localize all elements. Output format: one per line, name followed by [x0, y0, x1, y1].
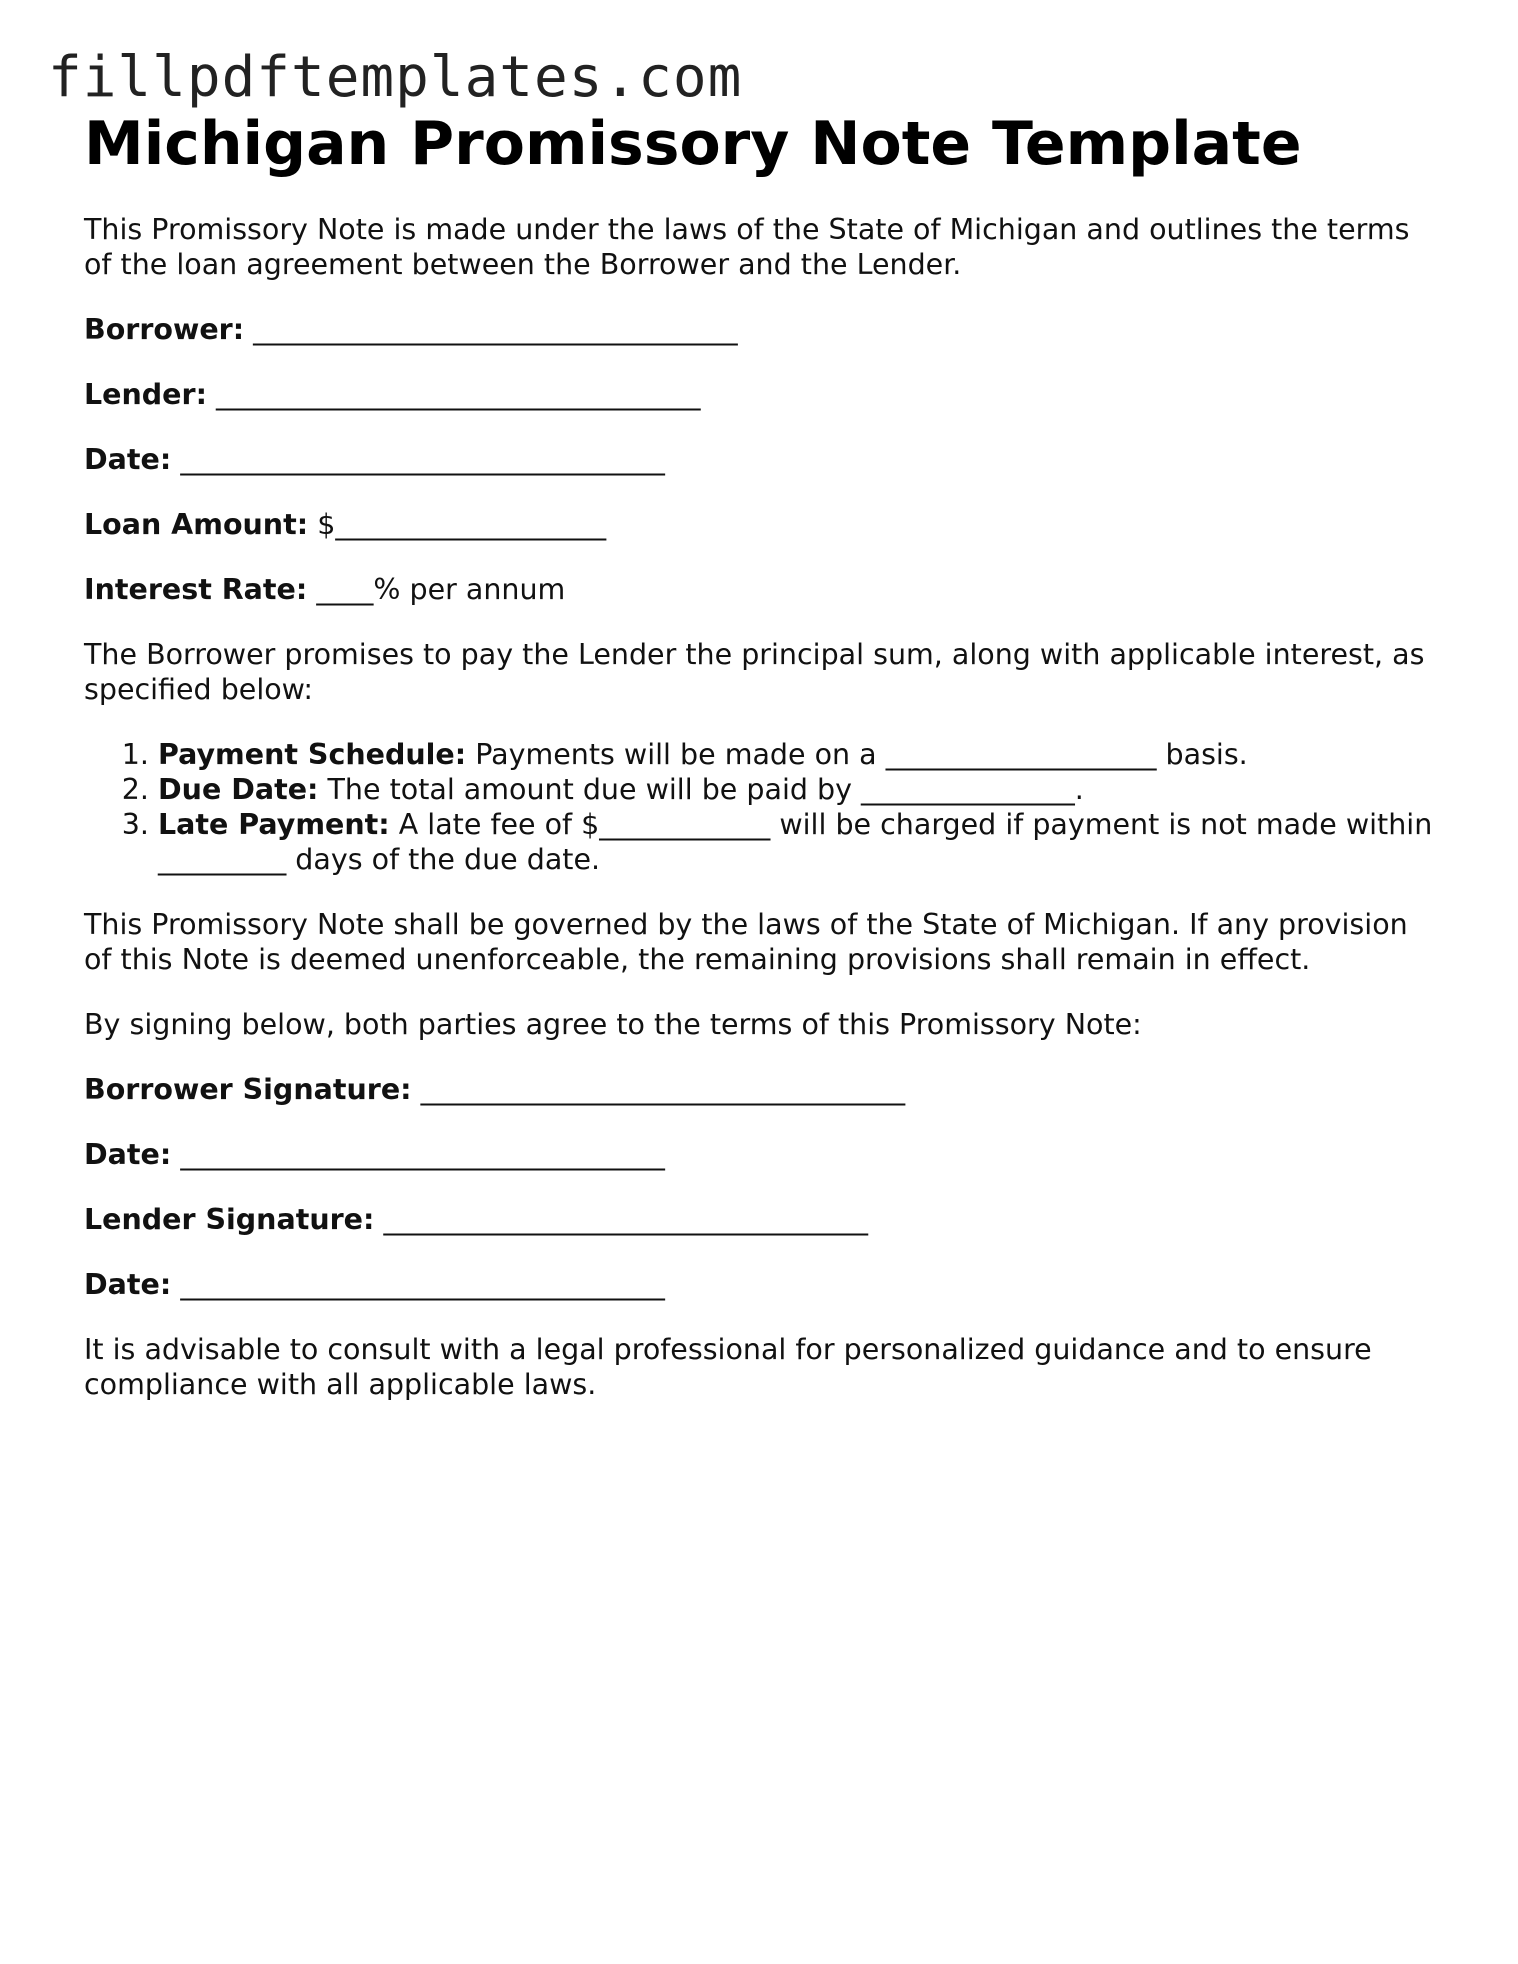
date-label: Date: [84, 443, 172, 476]
lender-date-field[interactable] [84, 1267, 1434, 1302]
term-label: Late Payment: [158, 808, 390, 841]
borrower-signature-blank[interactable]: __________________________________ [420, 1073, 906, 1106]
term-text[interactable]: A late fee of $____________ will be charged if payment is not made within _________ days of the due date. [158, 808, 1433, 876]
governing-paragraph: This Promissory Note shall be governed by the laws of the State of Michigan. If any provision of this Note is deemed unenforceable, the remaining provisions shall remain in effect. [84, 908, 1408, 976]
term-label: Payment Schedule: [158, 738, 467, 771]
document-body [84, 104, 1434, 1432]
term-text[interactable]: The total amount due will be paid by _______________. [327, 773, 1084, 806]
intro-paragraph: This Promissory Note is made under the laws of the State of Michigan and outlines the terms of the loan agreement between the Borrower and the Lender. [84, 213, 1410, 281]
list-item [158, 772, 1434, 807]
loan-amount-label: Loan Amount: [84, 508, 309, 541]
loan-amount-blank[interactable]: $___________________ [317, 508, 607, 541]
lender-signature-field[interactable] [84, 1202, 1434, 1237]
borrower-signature-field[interactable] [84, 1072, 1434, 1107]
date-field[interactable] [84, 442, 1434, 477]
site-watermark: fillpdftemplates.com [48, 45, 743, 110]
lender-date-blank[interactable]: __________________________________ [180, 1268, 665, 1301]
borrower-label: Borrower: [84, 313, 245, 346]
date-blank[interactable]: __________________________________ [180, 443, 665, 476]
interest-rate-label: Interest Rate: [84, 573, 308, 606]
borrower-date-field[interactable] [84, 1137, 1434, 1172]
list-item [158, 737, 1434, 772]
lender-signature-blank[interactable]: __________________________________ [383, 1203, 868, 1236]
lender-blank[interactable]: __________________________________ [216, 378, 701, 411]
list-item [158, 807, 1434, 877]
interest-rate-field[interactable] [84, 572, 1434, 607]
borrower-date-label: Date: [84, 1138, 172, 1171]
lender-date-label: Date: [84, 1268, 172, 1301]
advice-paragraph: It is advisable to consult with a legal professional for personalized guidance and to ensure compliance with all applicable laws. [84, 1333, 1372, 1401]
lender-signature-label: Lender Signature: [84, 1203, 375, 1236]
borrower-field[interactable] [84, 312, 1434, 347]
loan-amount-field[interactable] [84, 507, 1434, 542]
terms-list [84, 737, 1434, 877]
lender-field[interactable] [84, 377, 1434, 412]
term-text[interactable]: Payments will be made on a ___________________ basis. [475, 738, 1248, 771]
lender-label: Lender: [84, 378, 207, 411]
borrower-date-blank[interactable]: __________________________________ [180, 1138, 665, 1171]
term-label: Due Date: [158, 773, 319, 806]
page-title: Michigan Promissory Note Template [84, 109, 1302, 179]
borrower-signature-label: Borrower Signature: [84, 1073, 412, 1106]
interest-rate-blank[interactable]: ____% per annum [316, 573, 566, 606]
borrower-blank[interactable]: __________________________________ [253, 313, 738, 346]
promise-paragraph: The Borrower promises to pay the Lender the principal sum, along with applicable interest, as specified below: [84, 638, 1425, 706]
agree-paragraph: By signing below, both parties agree to the terms of this Promissory Note: [84, 1008, 1142, 1041]
